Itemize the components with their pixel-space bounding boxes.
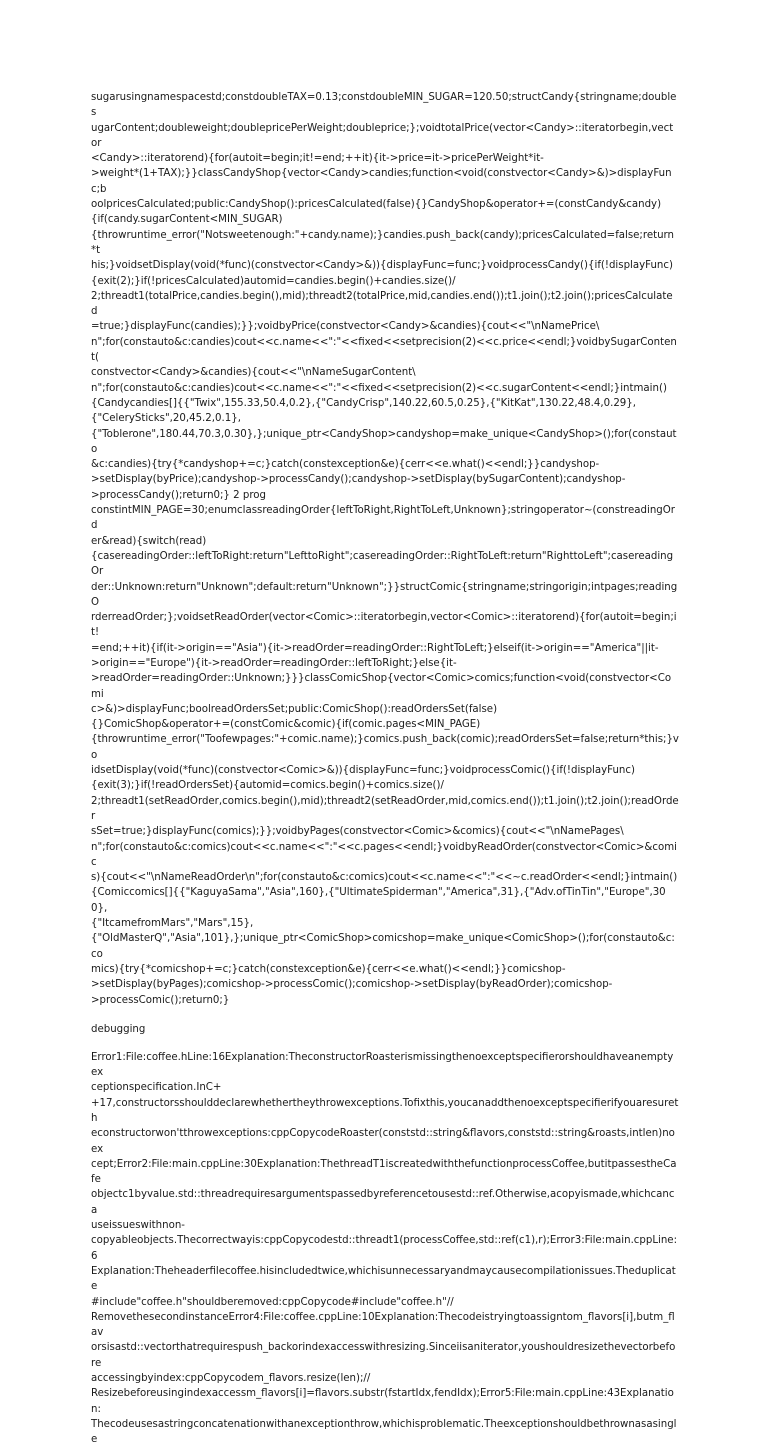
code-line: {"Toblerone",180.44,70.3,0.30},};unique_ptr<CandyShop>candyshop=make_unique<CandyShop>();for(constauto (91, 428, 677, 455)
debug-line: useissueswithnon- (91, 1220, 185, 1232)
code-line: =true;}displayFunc(candies);}};voidbyPrice(constvector<Candy>&candies){cout<<"\nNamePrice\ (91, 321, 600, 333)
code-line: {"CelerySticks",20,45.2,0.1}, (91, 413, 241, 425)
code-line: rderreadOrder;};voidsetReadOrder(vector<Comic>::iteratorbegin,vector<Comic>::iteratorend){for(autoit=begin;it! (91, 612, 677, 639)
code-line: >setDisplay(byPages);comicshop->processComic();comicshop->setDisplay(byReadOrder);comicshop- (91, 979, 613, 991)
code-line: oolpricesCalculated;public:CandyShop():pricesCalculated(false){}CandyShop&operator+=(constCandy&candy) (91, 199, 662, 211)
code-line: >weight*(1+TAX);}}classCandyShop{vector<Candy>candies;function<void(constvector<Candy>&)>displayFunc;b (91, 168, 672, 195)
code-line: {exit(3);}if(!readOrdersSet){automid=comics.begin()+comics.size()/ (91, 780, 444, 792)
code-line: {exit(2);}if(!pricesCalculated)automid=candies.begin()+candies.size()/ (91, 275, 456, 287)
code-line: n";for(constauto&c:candies)cout<<c.name<<":"<<fixed<<setprecision(2)<<c.price<<endl;}voidbySugarContent( (91, 336, 677, 364)
code-line: {throwruntime_error("Toofewpages:"+comic.name);}comics.push_back(comic);readOrdersSet=false;return*this;}vo (91, 734, 679, 761)
code-line: mics){try{*comicshop+=c;}catch(constexception&e){cerr<<e.what()<<endl;}}comicshop- (91, 963, 566, 975)
code-line: {"OldMasterQ","Asia",101},};unique_ptr<ComicShop>comicshop=make_unique<ComicShop>();for(constauto&c:co (91, 933, 675, 960)
code-line: s){cout<<"\nNameReadOrder\n";for(constauto&c:comics)cout<<c.name<<":"<<~c.readOrder<<endl;}intmain() (91, 872, 678, 884)
code-line: &c:candies){try{*candyshop+=c;}catch(constexception&e){cerr<<e.what()<<endl;}}candyshop- (91, 459, 600, 471)
debug-line: orsisastd::vectorthatrequirespush_backorindexaccesswithresizing.Sinceiisaniterator,youshouldresizethevectorbefore (91, 1342, 676, 1369)
code-line: sSet=true;}displayFunc(comics);}};voidbyPages(constvector<Comic>&comics){cout<<"\nNamePages\ (91, 826, 624, 838)
code-line: {Candycandies[]{{"Twix",155.33,50.4,0.2},{"CandyCrisp",140.22,60.5,0.25},{"KitKat",130.22,48.4,0.29}, (91, 397, 636, 409)
debug-line: ceptionspecification.InC+ (91, 1082, 222, 1094)
code-line: >processCandy();return0;} 2 prog (91, 489, 267, 501)
code-line: {casereadingOrder::leftToRight:return"LefttoRight";casereadingOrder::RightToLeft:return"RighttoLeft";casereadingOr (91, 550, 674, 578)
code-line: constintMIN_PAGE=30;enumclassreadingOrder{leftToRight,RightToLeft,Unknown};stringoperator~(constreadingOrd (91, 505, 675, 532)
code-line: {Comiccomics[]{{"KaguyaSama","Asia",160},{"UltimateSpiderman","America",31},{"Adv.ofTinTin","Europe",300}, (91, 887, 666, 914)
code-line: 2;threadt1(setReadOrder,comics.begin(),mid);threadt2(setReadOrder,mid,comics.end());t1.join();t2.join();readOrder (91, 795, 679, 822)
debug-line: Error1:File:coffee.hLine:16Explanation:TheconstructorRoasterismissingthenoexceptspecifierorshouldhaveanemptyex (91, 1051, 674, 1079)
code-line: >origin=="Europe"){it->readOrder=readingOrder::leftToRight;}else{it- (91, 657, 457, 669)
code-line: 2;threadt1(totalPrice,candies.begin(),mid);threadt2(totalPrice,mid,candies.end());t1.join();t2.join();pricesCalculated (91, 290, 673, 318)
code-line: {"ItcamefromMars","Mars",15}, (91, 918, 254, 930)
code-line: c>&)>displayFunc;boolreadOrdersSet;public:ComicShop():readOrdersSet(false) (91, 703, 498, 715)
code-line: er&read){switch(read) (91, 535, 207, 547)
code-line: n";for(constauto&c:candies)cout<<c.name<<":"<<fixed<<setprecision(2)<<c.sugarContent<<endl;}intmain() (91, 382, 667, 394)
code-line: {}ComicShop&operator+=(constComic&comic){if(comic.pages<MIN_PAGE) (91, 719, 481, 731)
code-line: <Candy>::iteratorend){for(autoit=begin;it!=end;++it){it->price=it->pricePerWeight*it- (91, 153, 544, 165)
code-line: ugarContent;doubleweight;doublepricePerWeight;doubleprice;};voidtotalPrice(vector<Candy>::iteratorbegin,vector (91, 122, 674, 149)
debug-line: Explanation:Theheaderfilecoffee.hisincludedtwice,whichisunnecessaryandmaycausecompilationissues.Theduplicate (91, 1265, 676, 1293)
debug-line: RemovethesecondinstanceError4:File:coffee.cppLine:10Explanation:Thecodeistryingtoassigntom_flavors[i],butm_flav (91, 1311, 675, 1339)
debug-line: #include"coffee.h"shouldberemoved:cppCopycode#include"coffee.h"// (91, 1296, 454, 1308)
debug-line: objectc1byvalue.std::threadrequiresargumentspassedbyreferencetousestd::ref.Otherwise,acopyismade,whichcanca (91, 1189, 675, 1216)
debug-line: Thecodeusesastringconcatenationwithanexceptionthrow,whichisproblematic.Theexceptionshouldbethrownasasingle (91, 1418, 677, 1446)
code-line: constvector<Candy>&candies){cout<<"\nNameSugarContent\ (91, 367, 416, 379)
code-line: >processComic();return0;} (91, 994, 230, 1006)
debugging-text-block (91, 1050, 679, 1448)
code-line: idsetDisplay(void(*func)(constvector<Comic>&)){displayFunc=func;}voidprocessComic(){if(!displayFunc) (91, 765, 635, 777)
code-line: {throwruntime_error("Notsweetenough:"+candy.name);}candies.push_back(candy);pricesCalculated=false;return*t (91, 229, 675, 256)
code-line: >setDisplay(byPrice);candyshop->processCandy();candyshop->setDisplay(bySugarContent);candyshop- (91, 474, 626, 486)
debug-line: copyableobjects.Thecorrectwayis:cppCopycodestd::threadt1(processCoffee,std::ref(c1),r);Error3:File:main.cppLine:6 (91, 1235, 678, 1262)
debug-line: +17,constructorsshoulddeclarewhethertheythrowexceptions.Tofixthis,youcanaddthenoexceptspecifierifyouaresureth (91, 1097, 679, 1124)
code-line: {if(candy.sugarContent<MIN_SUGAR) (91, 214, 283, 226)
code-line: his;}voidsetDisplay(void(*func)(constvector<Candy>&)){displayFunc=func;}voidprocessCandy(){if(!displayFunc) (91, 260, 673, 272)
debug-line: accessingbyindex:cppCopycodem_flavors.resize(len);// (91, 1373, 371, 1385)
code-line: der::Unknown:return"Unknown";default:return"Unknown";}}structComic{stringname;stringorigin;intpages;readingO (91, 581, 678, 608)
code-line: >readOrder=readingOrder::Unknown;}}}classComicShop{vector<Comic>comics;function<void(constvector<Comi (91, 673, 672, 700)
debug-line: cept;Error2:File:main.cppLine:30Explanation:ThethreadT1iscreatedwiththefunctionprocessCoffee,butitpassestheCafe (91, 1158, 677, 1186)
code-line: n";for(constauto&c:comics)cout<<c.name<<":"<<c.pages<<endl;}voidbyReadOrder(constvector<Comic>&comic (91, 841, 677, 868)
debug-line: Resizebeforeusingindexaccessm_flavors[i]=flavors.substr(fstartIdx,fendIdx);Error5:File:main.cppLine:43Explanation: (91, 1388, 674, 1415)
code-line: =end;++it){if(it->origin=="Asia"){it->readOrder=readingOrder::RightToLeft;}elseif(it->origin=="America"||it- (91, 642, 659, 654)
code-line: sugarusingnamespacestd;constdoubleTAX=0.13;constdoubleMIN_SUGAR=120.50;structCandy{stringname;doubles (91, 92, 677, 119)
section-heading-debugging: debugging (91, 1023, 146, 1035)
debug-line: econstructorwon'tthrowexceptions:cppCopycodeRoaster(conststd::string&flavors,conststd::string&roasts,intlen)noex (91, 1128, 675, 1155)
code-text-block (91, 90, 679, 1008)
